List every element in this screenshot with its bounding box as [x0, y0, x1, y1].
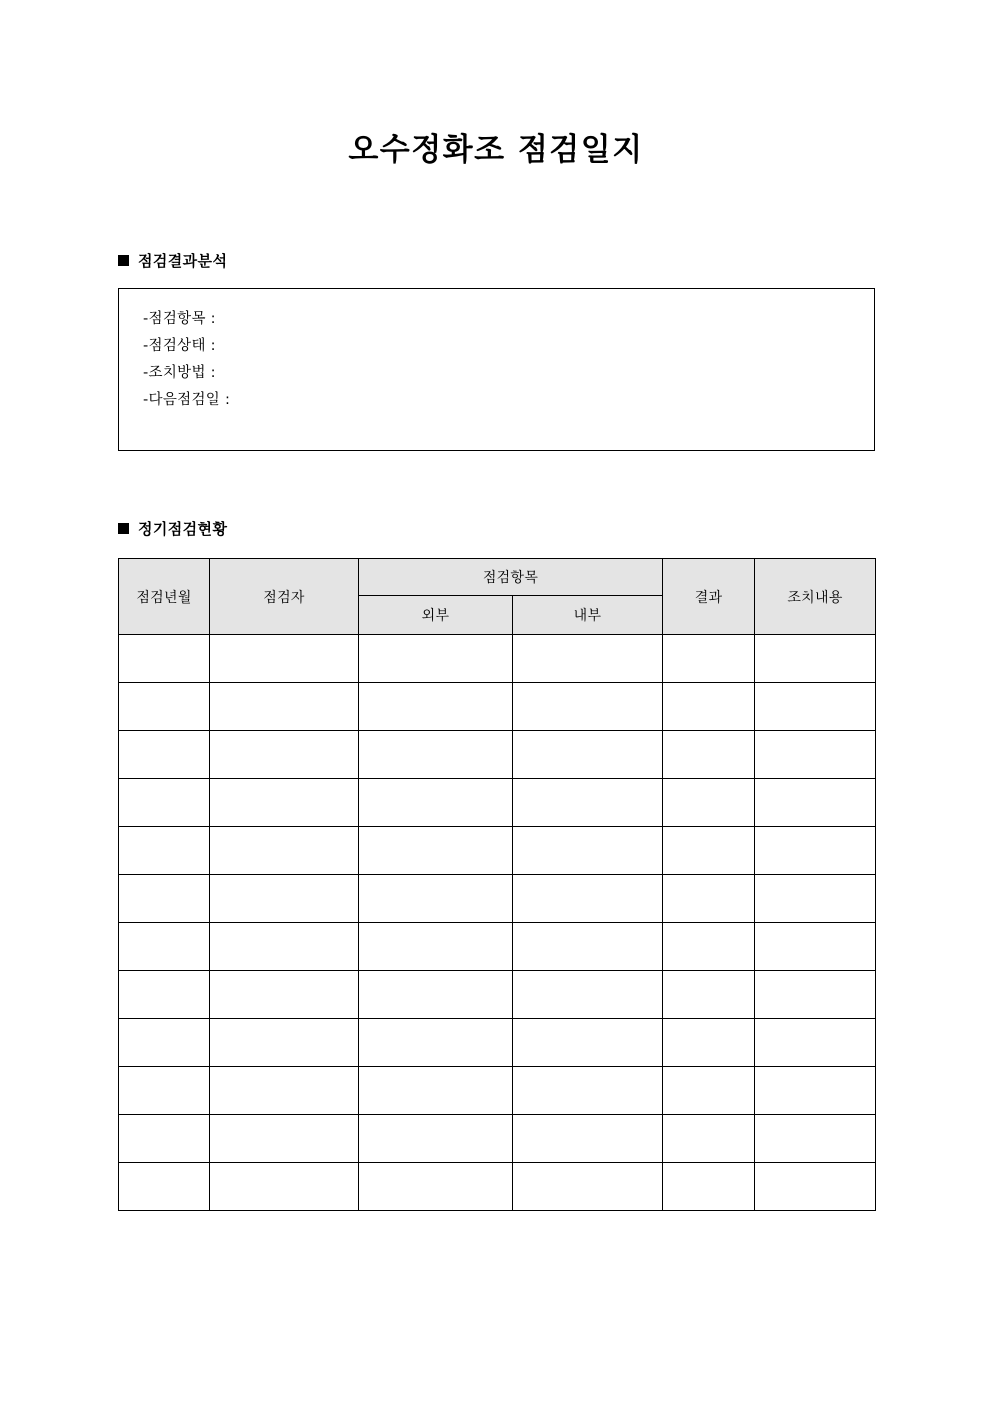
- table-cell-result[interactable]: [663, 779, 755, 827]
- table-cell-exterior[interactable]: [359, 683, 513, 731]
- section-heading-regular-inspection-status-label: 정기점검현황: [138, 520, 228, 538]
- table-cell-inspection-year-month[interactable]: [119, 1163, 210, 1211]
- table-cell-inspector[interactable]: [210, 1067, 359, 1115]
- table-row: [119, 683, 876, 731]
- column-header-action-content: 조치내용: [755, 559, 876, 635]
- table-cell-inspector[interactable]: [210, 731, 359, 779]
- table-cell-inspector[interactable]: [210, 875, 359, 923]
- table-body: [119, 635, 876, 1211]
- column-header-interior: 내부: [513, 596, 663, 635]
- table-cell-exterior[interactable]: [359, 1163, 513, 1211]
- table-cell-interior[interactable]: [513, 779, 663, 827]
- table-cell-inspection-year-month[interactable]: [119, 827, 210, 875]
- column-header-inspector: 점검자: [210, 559, 359, 635]
- column-header-inspection-items: 점검항목: [359, 559, 663, 596]
- table-cell-inspection-year-month[interactable]: [119, 923, 210, 971]
- table-cell-result[interactable]: [663, 635, 755, 683]
- table-row: [119, 1067, 876, 1115]
- table-row: [119, 875, 876, 923]
- analysis-result-box: [118, 288, 875, 451]
- table-cell-inspector[interactable]: [210, 683, 359, 731]
- table-cell-inspector[interactable]: [210, 635, 359, 683]
- table-cell-action-content[interactable]: [755, 1019, 876, 1067]
- table-cell-interior[interactable]: [513, 1067, 663, 1115]
- table-cell-interior[interactable]: [513, 1115, 663, 1163]
- table-header-row-top: [119, 559, 876, 596]
- table-row: [119, 1019, 876, 1067]
- table-cell-interior[interactable]: [513, 1019, 663, 1067]
- table-cell-interior[interactable]: [513, 683, 663, 731]
- analysis-field-next-inspection-date: -다음점검일 :: [143, 392, 231, 408]
- table-cell-exterior[interactable]: [359, 827, 513, 875]
- table-cell-inspection-year-month[interactable]: [119, 971, 210, 1019]
- table-cell-interior[interactable]: [513, 731, 663, 779]
- table-cell-interior[interactable]: [513, 875, 663, 923]
- table-cell-inspection-year-month[interactable]: [119, 779, 210, 827]
- table-header: [119, 559, 876, 635]
- table-cell-exterior[interactable]: [359, 1067, 513, 1115]
- table-cell-interior[interactable]: [513, 635, 663, 683]
- table-cell-action-content[interactable]: [755, 827, 876, 875]
- table-cell-exterior[interactable]: [359, 875, 513, 923]
- table-cell-exterior[interactable]: [359, 971, 513, 1019]
- analysis-field-action-method: -조치방법 :: [143, 365, 216, 381]
- table-cell-inspector[interactable]: [210, 971, 359, 1019]
- table-cell-action-content[interactable]: [755, 971, 876, 1019]
- page-title: 오수정화조 점검일지: [348, 132, 644, 168]
- table-cell-result[interactable]: [663, 1163, 755, 1211]
- table-cell-interior[interactable]: [513, 923, 663, 971]
- black-square-bullet-icon: [118, 255, 129, 266]
- analysis-field-inspection-item: -점검항목 :: [143, 311, 216, 327]
- table-cell-result[interactable]: [663, 971, 755, 1019]
- table-cell-action-content[interactable]: [755, 1067, 876, 1115]
- table-cell-exterior[interactable]: [359, 1115, 513, 1163]
- table-row: [119, 779, 876, 827]
- column-header-exterior: 외부: [359, 596, 513, 635]
- table-row: [119, 1163, 876, 1211]
- table-cell-action-content[interactable]: [755, 635, 876, 683]
- table-cell-result[interactable]: [663, 827, 755, 875]
- table-cell-inspection-year-month[interactable]: [119, 875, 210, 923]
- table-cell-interior[interactable]: [513, 1163, 663, 1211]
- table-cell-inspector[interactable]: [210, 1019, 359, 1067]
- section-heading-analysis-label: 점검결과분석: [138, 252, 228, 270]
- analysis-field-inspection-state: -점검상태 :: [143, 338, 216, 354]
- table-cell-result[interactable]: [663, 1115, 755, 1163]
- table-row: [119, 635, 876, 683]
- table-cell-inspector[interactable]: [210, 779, 359, 827]
- table-cell-inspector[interactable]: [210, 827, 359, 875]
- table-cell-action-content[interactable]: [755, 1163, 876, 1211]
- section-heading-analysis: [118, 250, 227, 271]
- table-row: [119, 731, 876, 779]
- column-header-result: 결과: [663, 559, 755, 635]
- table-cell-inspector[interactable]: [210, 1163, 359, 1211]
- table-row: [119, 827, 876, 875]
- black-square-bullet-icon: [118, 523, 129, 534]
- section-heading-regular-inspection-status: [118, 518, 227, 539]
- table-row: [119, 923, 876, 971]
- table-cell-inspection-year-month[interactable]: [119, 635, 210, 683]
- table-row: [119, 971, 876, 1019]
- table-cell-result[interactable]: [663, 875, 755, 923]
- table-cell-inspector[interactable]: [210, 923, 359, 971]
- table-cell-interior[interactable]: [513, 827, 663, 875]
- regular-inspection-table: [118, 558, 876, 1211]
- table-cell-inspection-year-month[interactable]: [119, 731, 210, 779]
- table-cell-exterior[interactable]: [359, 779, 513, 827]
- analysis-field-list: [143, 306, 543, 414]
- table-cell-inspection-year-month[interactable]: [119, 1067, 210, 1115]
- table-cell-inspection-year-month[interactable]: [119, 1115, 210, 1163]
- table-cell-exterior[interactable]: [359, 731, 513, 779]
- table-cell-inspection-year-month[interactable]: [119, 683, 210, 731]
- table-cell-action-content[interactable]: [755, 1115, 876, 1163]
- table-cell-inspector[interactable]: [210, 1115, 359, 1163]
- table-cell-result[interactable]: [663, 683, 755, 731]
- table-cell-result[interactable]: [663, 731, 755, 779]
- table-cell-result[interactable]: [663, 923, 755, 971]
- table-cell-result[interactable]: [663, 1019, 755, 1067]
- table-cell-inspection-year-month[interactable]: [119, 1019, 210, 1067]
- table-cell-action-content[interactable]: [755, 779, 876, 827]
- table-cell-exterior[interactable]: [359, 1019, 513, 1067]
- table-cell-action-content[interactable]: [755, 731, 876, 779]
- table-cell-action-content[interactable]: [755, 683, 876, 731]
- table-row: [119, 1115, 876, 1163]
- table-cell-interior[interactable]: [513, 971, 663, 1019]
- table-cell-exterior[interactable]: [359, 923, 513, 971]
- table-cell-result[interactable]: [663, 1067, 755, 1115]
- table-cell-action-content[interactable]: [755, 923, 876, 971]
- table-cell-action-content[interactable]: [755, 875, 876, 923]
- table-cell-exterior[interactable]: [359, 635, 513, 683]
- column-header-inspection-year-month: 점검년월: [119, 559, 210, 635]
